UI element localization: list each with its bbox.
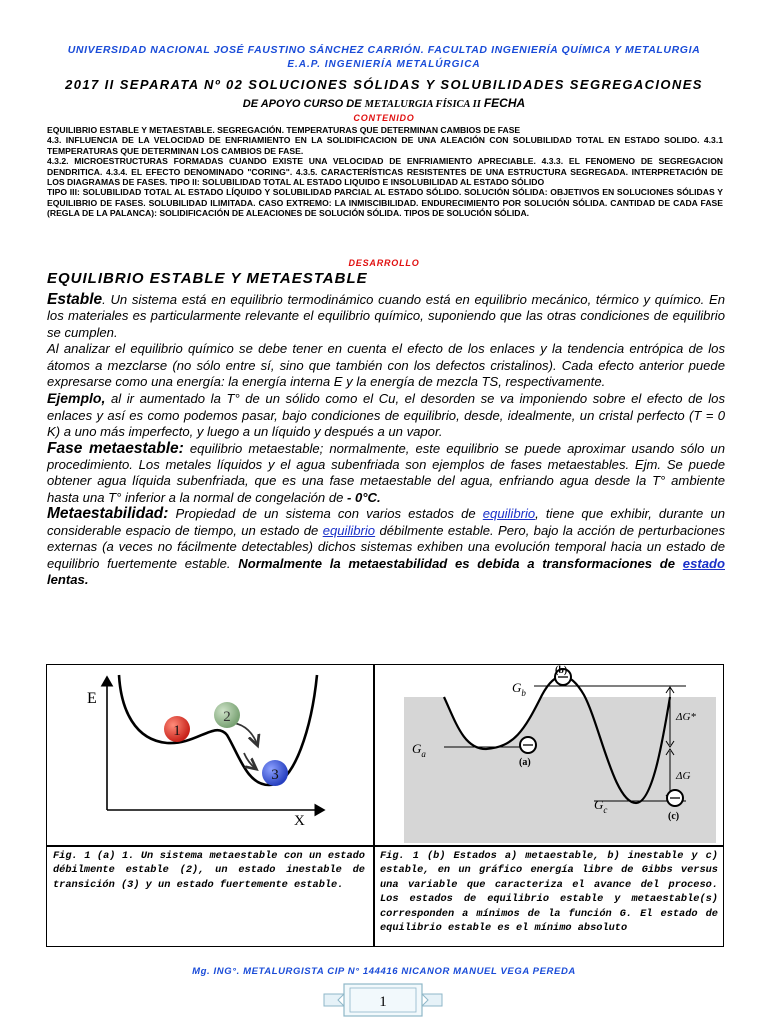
paragraph-example xyxy=(47,390,725,440)
term-stable: Estable xyxy=(47,291,103,308)
paragraph-text: . Un sistema está en equilibrio termodinámico cuando está en equilibrio mecánico, térmico y químico. En los materiales es particularmente relevante el equilibrio químico, suponiendo que las otras condiciones de equilibrio se cumplen. xyxy=(47,292,725,340)
date-label: FECHA xyxy=(483,96,526,110)
axis-label-x: X xyxy=(294,813,305,829)
link-estado[interactable]: estado xyxy=(682,555,725,571)
paragraph-metastability xyxy=(47,506,725,588)
page-number-badge xyxy=(318,980,448,1020)
ga-sub: a xyxy=(421,749,426,759)
arrow-icon xyxy=(244,753,255,768)
subtitle-prefix: DE APOYO CURSO DE xyxy=(242,98,362,110)
ball-1-label: 1 xyxy=(173,723,181,739)
document-subtitle xyxy=(0,96,768,110)
school-header: E.A.P. INGENIERÍA METALÚRGICA xyxy=(287,59,481,70)
delta-g-label: ΔG xyxy=(676,770,691,782)
contents-block xyxy=(47,125,723,219)
section-title: EQUILIBRIO ESTABLE Y METAESTABLE xyxy=(47,270,368,287)
author-footer: Mg. ING°. METALURGISTA CIP N° 144416 NICANOR MANUEL VEGA PEREDA xyxy=(192,966,576,977)
gb-label xyxy=(512,680,526,698)
paragraph-text: al ir aumentado la T° de un sólido como el Cu, el desorden se va imponiendo sobre el efecto de los enlaces y así es como podemos pasar, bajo condiciones de equilibrio, desde, idealmente, un cristal perfecto (T = 0 K) a uno más imperfecto, y luego a un líquido y después a un vapor. xyxy=(47,391,725,440)
term-example: Ejemplo, xyxy=(47,390,106,407)
contents-line: 4.3.2. MICROESTRUCTURAS FORMADAS CUANDO EXISTE UNA VELOCIDAD DE ENFRIAMIENTO APRECIABLE. 4.3.3. EL FENOMENO DE SEGREGACION DENDRITICA. 4.3.4. EL EFECTO DENOMINADO "CORING". 4.3.5. CARACTERÍSTICAS RESISTENTES DE UNA ESTRUCTURA SEGREGADA. INTERPRETACIÓN DE LOS DIAGRAMAS DE FASES. TIPO II: SOLUBILIDAD TOTAL AL ESTADO LIQUIDO E INSOLUBILIDAD AL ESTADO SÓLIDO xyxy=(47,156,723,188)
page-number: 1 xyxy=(379,994,387,1010)
energy-landscape-diagram xyxy=(47,665,373,845)
university-header: UNIVERSIDAD NACIONAL JOSÉ FAUSTINO SÁNCHEZ CARRIÓN. FACULTAD INGENIERÍA QUÍMICA Y METALURGIA xyxy=(67,44,701,56)
gb-sub: b xyxy=(521,688,526,698)
contents-line: 4.3. INFLUENCIA DE LA VELOCIDAD DE ENFRIAMIENTO EN LA SOLIDIFICACION DE UNA ALEACIÓN CON SOLUBILIDAD TOTAL EN ESTADO SOLIDO. 4.3.1 TEMPERATURAS QUE DETERMINAN LOS CAMBIOS DE FASE. xyxy=(47,135,723,156)
link-equilibrio-2[interactable]: equilibrio xyxy=(322,522,376,538)
course-name: METALURGIA FÍSICA II xyxy=(364,99,481,110)
body-text xyxy=(47,292,725,588)
link-equilibrio-1[interactable]: equilibrio xyxy=(482,506,536,522)
gibbs-energy-diagram xyxy=(374,665,723,845)
emphasis-text: lentas. xyxy=(47,571,89,587)
paragraph-text: equilibrio metaestable; normalmente, este equilibrio se puede aproximar usando sólo un procedimiento. Los metales líquidos y el agua subenfriada son ejemplos de fases metaestables. Ejm. Se puede obtener agua líquida subenfriada, que es una fase metaestable del agua, enfriando agua desde la T° ambiente hasta una T° inferior a la normal de congelación de xyxy=(47,440,725,505)
paragraph-text: Propiedad de un sistema con varios estados de xyxy=(168,506,483,522)
ga-letter: G xyxy=(412,741,422,756)
contents-line: EQUILIBRIO ESTABLE Y METAESTABLE. SEGREGACIÓN. TEMPERATURAS QUE DETERMINAN CAMBIOS DE FASE xyxy=(47,125,521,135)
arrow-icon xyxy=(234,723,257,744)
emphasis-text: Normalmente la metaestabilidad es debida a transformaciones de xyxy=(238,555,683,571)
state-label-c: (c) xyxy=(668,811,680,822)
energy-curve xyxy=(119,675,317,785)
gc-letter: G xyxy=(594,797,604,812)
state-label-b: (b) xyxy=(555,665,568,676)
ball-2-label: 2 xyxy=(223,709,231,725)
paragraph-chemical: Al analizar el equilibrio químico se debe tener en cuenta el efecto de los enlaces y la tendencia entrópica de los átomos a mezclarse (no sólo entre sí, sino que también con los defectos cristalinos). Cada efecto anterior puede expresarse como una energía: la energía interna E y la energía de mezcla TS, respectivamente. xyxy=(47,341,725,390)
contents-line: TIPO III: SOLUBILIDAD TOTAL AL ESTADO LÍQUIDO Y SOLUBILIDAD PARCIAL AL ESTADO SÓLIDO. SOLUCIÓN SÓLIDA: OBJETIVOS EN SOLUCIONES SÓLIDAS Y EQUILIBRIO DE FASES. SOLUBILIDAD ILIMITADA. CASO EXTREMO: LA INMISCIBILIDAD. ENDURECIMIENTO POR SOLUCIÓN SÓLIDA. CANTIDAD DE CADA FASE (REGLA DE LA PALANCA): SOLIDIFICACIÓN DE ALEACIONES DE SOLUCIÓN SÓLIDA. TIPOS DE SOLUCIÓN SÓLIDA. xyxy=(47,187,723,219)
ribbon-left xyxy=(324,994,344,1006)
ribbon-right xyxy=(422,994,442,1006)
paragraph-metastable-phase xyxy=(47,441,725,507)
table-divider xyxy=(47,845,723,847)
paragraph-text: , tiene que exhibir, durante un considerable espacio de tiempo, un estado de xyxy=(47,506,726,538)
state-label-a: (a) xyxy=(519,757,531,768)
ball-3-label: 3 xyxy=(271,767,279,783)
term-metastable-phase: Fase metaestable: xyxy=(47,439,184,457)
gc-sub: c xyxy=(603,805,608,815)
delta-g-star-label: ΔG* xyxy=(676,711,696,723)
figure-caption-right: Fig. 1 (b) Estados a) metaestable, b) inestable y c) estable, en un gráfico energía libre de Gibbs versus una variable que caracteriza el avance del proceso. Los estados de equilibrio estable y metaestable(s) corresponden a mínimos de la función G. El estado de equilibrio estable es el mínimo absoluto xyxy=(380,850,718,935)
paragraph-stable xyxy=(47,292,725,341)
axis-label-e: E xyxy=(87,690,97,707)
term-metastability: Metaestabilidad: xyxy=(47,505,169,523)
development-heading: DESARROLLO xyxy=(348,258,420,268)
document-title: 2017 II SEPARATA Nº 02 SOLUCIONES SÓLIDAS Y SOLUBILIDADES SEGREGACIONES xyxy=(65,77,703,92)
figure-table xyxy=(46,664,724,947)
paragraph-text: débilmente estable. Pero, bajo la acción de perturbaciones externas (a veces no fácilmente detectables) dichos sistemas exhiben una evolución temporal hacia un estado de equilibrio fuertemente estable. xyxy=(47,522,725,571)
figure-caption-left: Fig. 1 (a) 1. Un sistema metaestable con un estado débilmente estable (2), un estado inestable de transición (3) y un estado fuertemente estable. xyxy=(53,850,365,891)
freezing-point: - 0°C. xyxy=(347,489,381,505)
gb-letter: G xyxy=(512,680,522,695)
contents-heading: CONTENIDO xyxy=(353,113,415,123)
